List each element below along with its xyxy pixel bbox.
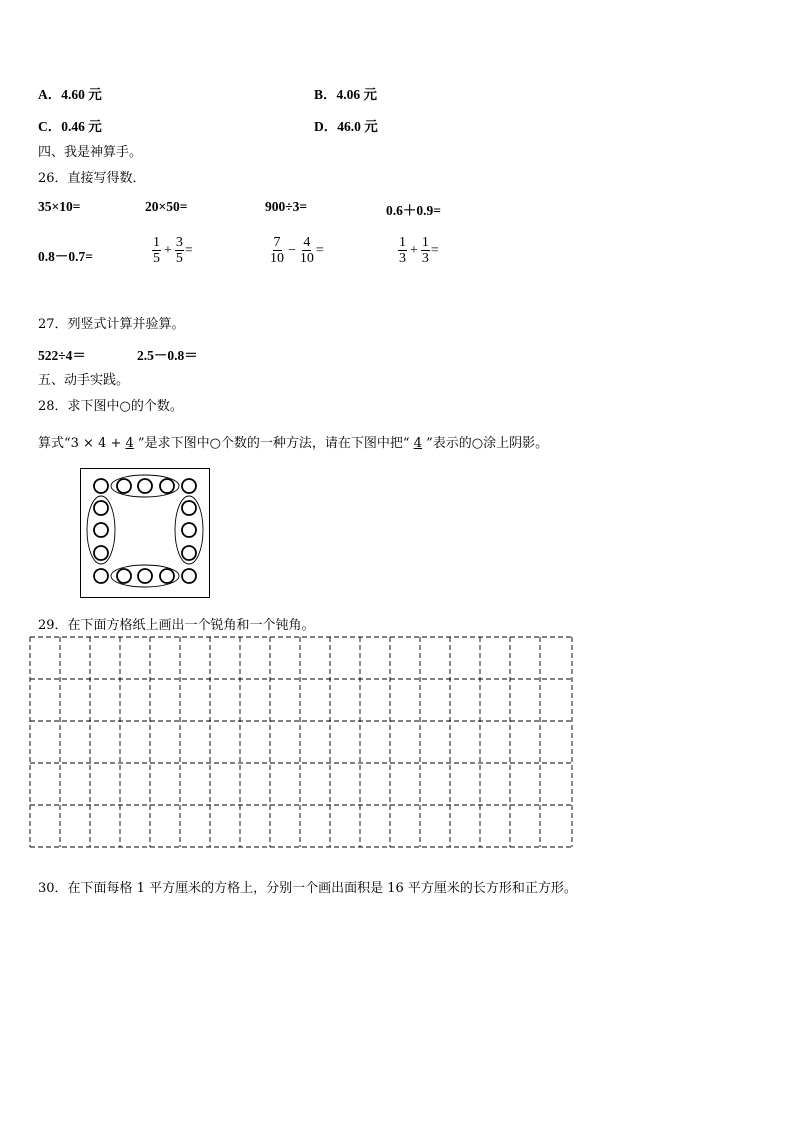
calc-item: 2.5－0.8＝ [137,348,198,363]
q29-title: 29．在下面方格纸上画出一个锐角和一个钝角。 [38,618,315,633]
calc-item: 900÷3= [265,199,308,214]
option-d: D．46.0 元 [314,119,378,134]
fraction-expression: 1 5 + $\frac{3}{5}$ = [153,235,193,266]
fraction-expression: 7 10 − $\frac{4}{10}$ = [270,235,324,266]
q28-title: 28．求下图中○的个数。 [38,399,183,414]
q28-instruction: 算式“3 × 4 + 4 ”是求下图中○个数的一种方法，请在下图中把“ 4 ”表示的○涂上阴影。 [38,436,549,451]
section-5-title: 五、动手实践。 [38,373,130,388]
calc-item: 0.8－0.7= [38,249,93,264]
fraction-expression: 1 3 + $\frac{1}{3}$ = [399,235,439,266]
calc-item: 20×50= [145,199,188,214]
calc-item: 522÷4＝ [38,348,86,363]
section-4-title: 四、我是神算手。 [38,145,143,160]
option-a: A．4.60 元 [38,87,102,102]
q27-title: 27．列竖式计算并验算。 [38,317,185,332]
option-c: C．0.46 元 [38,119,102,134]
circle-square-figure [80,468,210,598]
q30-title: 30．在下面每格 1 平方厘米的方格上，分别一个画出面积是 16 平方厘米的长方形和正方形。 [38,881,577,896]
calc-item: 0.6＋0.9= [386,203,441,218]
q26-title: 26．直接写得数． [38,171,146,186]
calc-item: 35×10= [38,199,81,214]
option-b: B．4.06 元 [314,87,378,102]
grid-paper [29,636,575,850]
